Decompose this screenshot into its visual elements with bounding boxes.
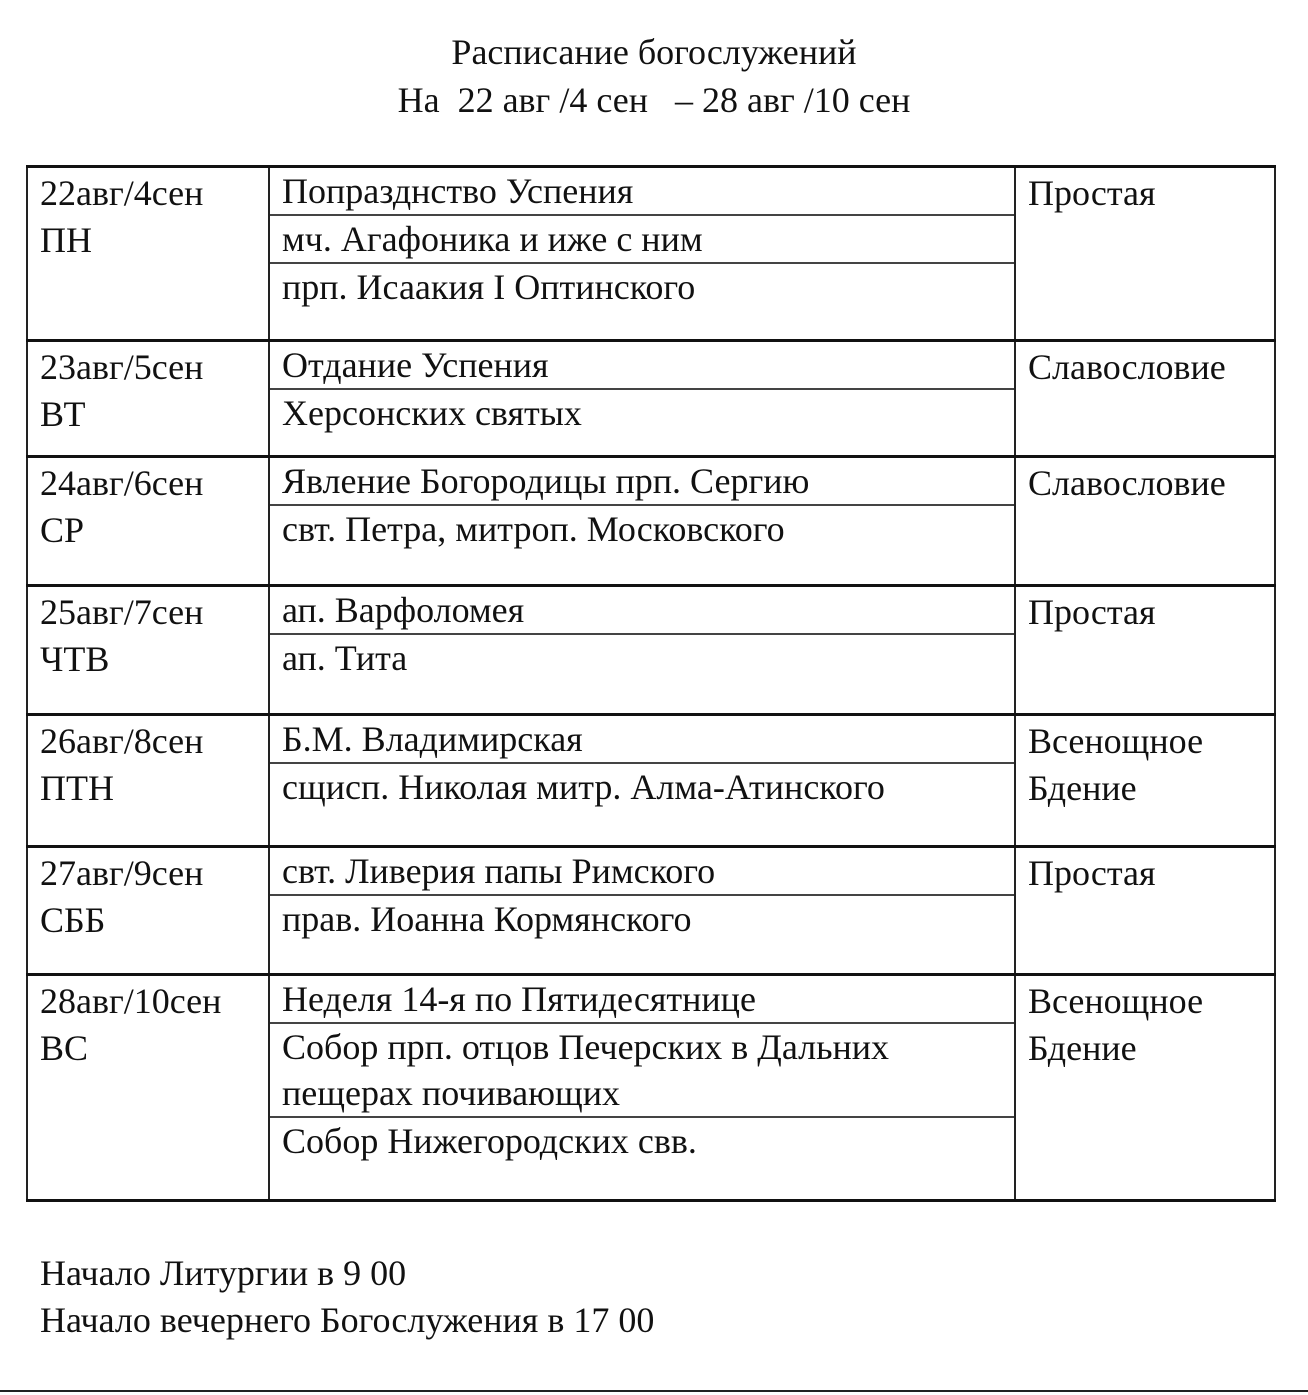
commemoration-item: свт. Петра, митроп. Московского xyxy=(282,509,785,549)
service-type: Всенощное xyxy=(1028,981,1204,1021)
service-type-cell xyxy=(1015,341,1275,457)
service-type-cell xyxy=(1015,586,1275,715)
service-type: Простая xyxy=(1028,173,1156,213)
commemorations-cell xyxy=(269,847,1015,975)
service-type-cell xyxy=(1015,847,1275,975)
service-type-cell xyxy=(1015,975,1275,1201)
day-date: 24авг/6сен xyxy=(40,463,204,503)
commemorations-cell xyxy=(269,457,1015,586)
schedule-header xyxy=(0,28,1308,124)
schedule-table xyxy=(26,165,1276,1202)
day-weekday: ВС xyxy=(40,1028,89,1068)
day-date: 22авг/4сен xyxy=(40,173,204,213)
commemoration-item: Неделя 14-я по Пятидесятнице xyxy=(270,976,1014,1024)
service-type: Славословие xyxy=(1028,347,1226,387)
commemoration-item: сщисп. Николая митр. Алма-Атинского xyxy=(282,767,885,807)
day-date: 26авг/8сен xyxy=(40,721,204,761)
day-weekday: ЧТВ xyxy=(40,639,110,679)
date-cell xyxy=(27,586,269,715)
commemorations-cell xyxy=(269,975,1015,1201)
commemorations-cell xyxy=(269,167,1015,341)
day-weekday: ПТН xyxy=(40,768,114,808)
commemoration-item: Попразднство Успения xyxy=(270,168,1014,216)
commemoration-item: Собор Нижегородских свв. xyxy=(282,1121,697,1161)
schedule-row xyxy=(27,341,1275,457)
schedule-row xyxy=(27,586,1275,715)
commemorations-cell xyxy=(269,586,1015,715)
commemoration-item: Отдание Успения xyxy=(270,342,1014,390)
day-weekday: СР xyxy=(40,510,85,550)
day-date: 28авг/10сен xyxy=(40,981,222,1021)
commemoration-item: мч. Агафоника и иже с ним xyxy=(270,216,1014,264)
evening-service-start-time: Начало вечернего Богослужения в 17 00 xyxy=(40,1300,655,1340)
schedule-body xyxy=(27,167,1275,1201)
liturgy-start-time: Начало Литургии в 9 00 xyxy=(40,1253,407,1293)
schedule-row xyxy=(27,457,1275,586)
date-cell xyxy=(27,975,269,1201)
commemoration-item: Собор прп. отцов Печерских в Дальних пещерах почивающих xyxy=(270,1024,1014,1118)
day-date: 23авг/5сен xyxy=(40,347,204,387)
service-type: Бдение xyxy=(1028,768,1137,808)
day-weekday: ВТ xyxy=(40,394,86,434)
day-date: 27авг/9сен xyxy=(40,853,204,893)
date-cell xyxy=(27,457,269,586)
service-type: Славословие xyxy=(1028,463,1226,503)
date-cell xyxy=(27,341,269,457)
service-type-cell xyxy=(1015,457,1275,586)
schedule-row xyxy=(27,975,1275,1201)
date-cell xyxy=(27,715,269,847)
bottom-divider xyxy=(0,1390,1308,1392)
schedule-row xyxy=(27,715,1275,847)
commemoration-item: прп. Исаакия I Оптинского xyxy=(282,267,696,307)
day-date: 25авг/7сен xyxy=(40,592,204,632)
service-type-cell xyxy=(1015,167,1275,341)
date-range-subtitle: На 22 авг /4 сен – 28 авг /10 сен xyxy=(397,80,911,120)
service-type: Бдение xyxy=(1028,1028,1137,1068)
commemoration-item: прав. Иоанна Кормянского xyxy=(282,899,692,939)
commemoration-item: Херсонских святых xyxy=(282,393,582,433)
service-type: Всенощное xyxy=(1028,721,1204,761)
commemoration-item: ап. Тита xyxy=(282,638,408,678)
page-title: Расписание богослужений xyxy=(451,32,857,72)
service-type: Простая xyxy=(1028,592,1156,632)
schedule-row xyxy=(27,847,1275,975)
date-cell xyxy=(27,847,269,975)
day-weekday: СББ xyxy=(40,900,106,940)
service-type: Простая xyxy=(1028,853,1156,893)
commemorations-cell xyxy=(269,715,1015,847)
commemoration-item: Явление Богородицы прп. Сергию xyxy=(270,458,1014,506)
commemoration-item: свт. Ливерия папы Римского xyxy=(270,848,1014,896)
schedule-row xyxy=(27,167,1275,341)
commemorations-cell xyxy=(269,341,1015,457)
service-type-cell xyxy=(1015,715,1275,847)
commemoration-item: Б.М. Владимирская xyxy=(270,716,1014,764)
day-weekday: ПН xyxy=(40,220,92,260)
date-cell xyxy=(27,167,269,341)
commemoration-item: ап. Варфоломея xyxy=(270,587,1014,635)
service-times xyxy=(40,1250,654,1344)
